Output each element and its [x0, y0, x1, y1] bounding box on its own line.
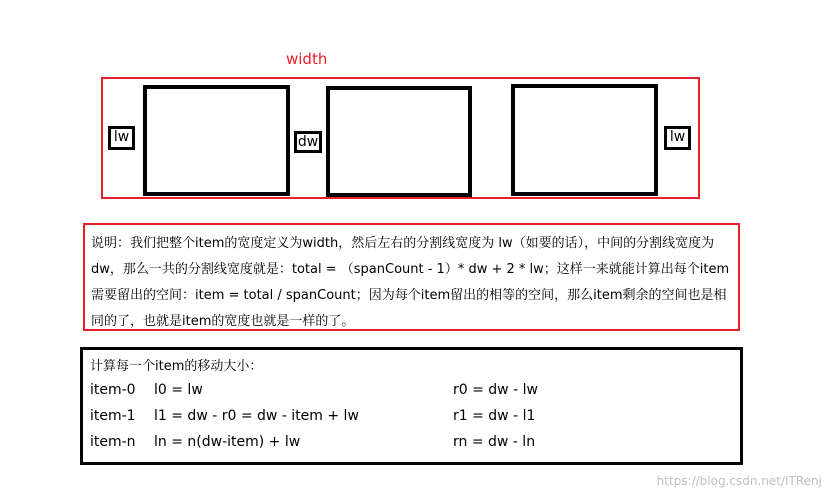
row-0-item-name: item-0 [90, 382, 136, 398]
description-box [83, 223, 740, 331]
item-box-1 [143, 85, 290, 196]
item-box-2 [326, 86, 472, 197]
middle-divider-dw-label: dw [294, 131, 322, 153]
width-label: width [286, 50, 328, 68]
row-2-left-formula: ln = n(dw-item) + lw [154, 434, 301, 450]
watermark: https://blog.csdn.net/ITRenj [656, 474, 822, 488]
calculation-box [80, 347, 743, 465]
row-0-left-formula: l0 = lw [154, 382, 203, 398]
row-1-item-name: item-1 [90, 408, 136, 424]
left-divider-lw-label: lw [108, 126, 135, 150]
right-divider-lw-label: lw [664, 126, 691, 150]
item-box-3 [511, 84, 658, 196]
description-text: 说明：我们把整个item的宽度定义为width，然后左右的分割线宽度为 lw（如要的话），中间的分割线宽度为 dw，那么一共的分割线宽度就是：total = （spanCount - 1）* dw + 2 * lw；这样一来就能计算出每个item需要留出的空间：item = total / spanCount；因为每个item留出的相等的空间，那么item剩余的空间也是相同的了，也就是item的宽度也就是一样的了。 [91, 236, 730, 329]
row-1-right-formula: r1 = dw - l1 [453, 408, 536, 424]
row-2-right-formula: rn = dw - ln [453, 434, 536, 450]
row-1-left-formula: l1 = dw - r0 = dw - item + lw [154, 408, 359, 424]
row-0-right-formula: r0 = dw - lw [453, 382, 538, 398]
calculation-title: 计算每一个item的移动大小： [90, 359, 263, 374]
row-2-item-name: item-n [90, 434, 136, 450]
